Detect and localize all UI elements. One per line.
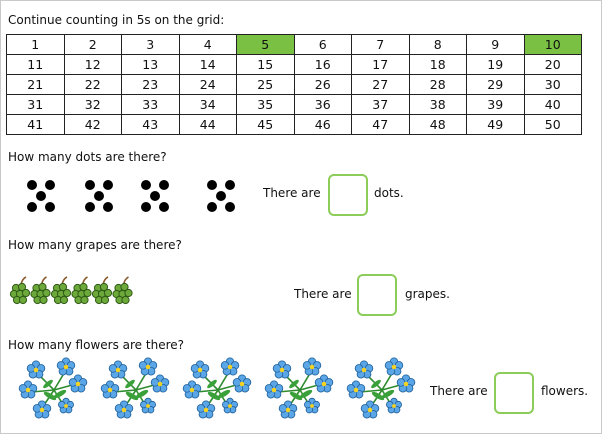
grid-cell-22[interactable]: 22: [64, 75, 122, 95]
grid-cell-26[interactable]: 26: [294, 75, 352, 95]
grid-cell-29[interactable]: 29: [467, 75, 525, 95]
grid-cell-24[interactable]: 24: [179, 75, 237, 95]
forget-me-not-flower-icon: [265, 358, 333, 418]
grapes-answer-suffix: grapes.: [405, 287, 450, 301]
grape-bunch-icon: [51, 277, 70, 304]
grid-cell-28[interactable]: 28: [409, 75, 467, 95]
grid-cell-30[interactable]: 30: [524, 75, 582, 95]
grid-cell-47[interactable]: 47: [352, 115, 410, 135]
grapes-question: How many grapes are there?: [8, 238, 182, 252]
grid-row: [7, 35, 582, 55]
grid-cell-10[interactable]: 10: [524, 35, 582, 55]
grid-cell-23[interactable]: 23: [122, 75, 180, 95]
grid-cell-41[interactable]: 41: [7, 115, 65, 135]
dots-answer-prefix: There are: [263, 186, 321, 200]
grid-cell-19[interactable]: 19: [467, 55, 525, 75]
grid-cell-31[interactable]: 31: [7, 95, 65, 115]
flowers-picture: [14, 356, 424, 426]
grid-cell-27[interactable]: 27: [352, 75, 410, 95]
grid-cell-9[interactable]: 9: [467, 35, 525, 55]
grid-cell-16[interactable]: 16: [294, 55, 352, 75]
grid-cell-2[interactable]: 2: [64, 35, 122, 55]
grid-cell-35[interactable]: 35: [237, 95, 295, 115]
grid-cell-46[interactable]: 46: [294, 115, 352, 135]
grid-row: [7, 95, 582, 115]
grapes-answer-box[interactable]: [357, 274, 397, 316]
grid-cell-14[interactable]: 14: [179, 55, 237, 75]
grid-cell-32[interactable]: 32: [64, 95, 122, 115]
grid-cell-48[interactable]: 48: [409, 115, 467, 135]
grid-cell-43[interactable]: 43: [122, 115, 180, 135]
grid-cell-50[interactable]: 50: [524, 115, 582, 135]
grid-cell-4[interactable]: 4: [179, 35, 237, 55]
five-dot-dice-icon: [207, 180, 235, 212]
grid-cell-42[interactable]: 42: [64, 115, 122, 135]
five-dot-dice-icon: [141, 180, 169, 212]
grid-cell-11[interactable]: 11: [7, 55, 65, 75]
dots-picture: [27, 180, 257, 218]
grid-cell-6[interactable]: 6: [294, 35, 352, 55]
grape-bunch-icon: [31, 277, 50, 304]
grid-cell-18[interactable]: 18: [409, 55, 467, 75]
grid-cell-21[interactable]: 21: [7, 75, 65, 95]
forget-me-not-flower-icon: [183, 358, 251, 418]
grid-cell-7[interactable]: 7: [352, 35, 410, 55]
grid-cell-49[interactable]: 49: [467, 115, 525, 135]
five-dot-dice-icon: [27, 180, 55, 212]
flowers-answer-suffix: flowers.: [541, 384, 589, 398]
grid-cell-34[interactable]: 34: [179, 95, 237, 115]
grid-cell-37[interactable]: 37: [352, 95, 410, 115]
grid-cell-39[interactable]: 39: [467, 95, 525, 115]
grid-cell-13[interactable]: 13: [122, 55, 180, 75]
flowers-groups: [14, 356, 424, 422]
grid-row: [7, 55, 582, 75]
grape-bunch-icon: [10, 277, 29, 304]
grape-bunch-icon: [92, 277, 111, 304]
grid-cell-15[interactable]: 15: [237, 55, 295, 75]
grid-cell-44[interactable]: 44: [179, 115, 237, 135]
grape-bunch-icon: [72, 277, 91, 304]
grid-cell-40[interactable]: 40: [524, 95, 582, 115]
five-dot-dice-icon: [85, 180, 113, 212]
grid-cell-20[interactable]: 20: [524, 55, 582, 75]
grid-cell-33[interactable]: 33: [122, 95, 180, 115]
grid-row: [7, 75, 582, 95]
grapes-picture: [10, 276, 150, 312]
grid-cell-1[interactable]: 1: [7, 35, 65, 55]
grid-cell-45[interactable]: 45: [237, 115, 295, 135]
dots-answer-suffix: dots.: [374, 186, 404, 200]
dots-answer-box[interactable]: [328, 174, 368, 216]
grid-cell-25[interactable]: 25: [237, 75, 295, 95]
grid-cell-38[interactable]: 38: [409, 95, 467, 115]
dots-question: How many dots are there?: [8, 150, 167, 164]
grid-cell-3[interactable]: 3: [122, 35, 180, 55]
grid-cell-36[interactable]: 36: [294, 95, 352, 115]
grapes-groups: [10, 276, 150, 308]
grid-cell-12[interactable]: 12: [64, 55, 122, 75]
grid-cell-8[interactable]: 8: [409, 35, 467, 55]
flowers-question: How many flowers are there?: [8, 338, 184, 352]
grapes-answer-prefix: There are: [294, 287, 352, 301]
grape-bunch-icon: [113, 277, 132, 304]
forget-me-not-flower-icon: [101, 358, 169, 418]
grid-row: [7, 115, 582, 135]
flowers-answer-box[interactable]: [494, 372, 534, 414]
forget-me-not-flower-icon: [347, 358, 415, 418]
hundred-grid: [6, 34, 582, 135]
grid-cell-5[interactable]: 5: [237, 35, 295, 55]
flowers-answer-prefix: There are: [430, 384, 488, 398]
grid-cell-17[interactable]: 17: [352, 55, 410, 75]
forget-me-not-flower-icon: [19, 358, 87, 418]
grid-instruction: Continue counting in 5s on the grid:: [8, 13, 225, 27]
dots-groups: [27, 180, 257, 214]
